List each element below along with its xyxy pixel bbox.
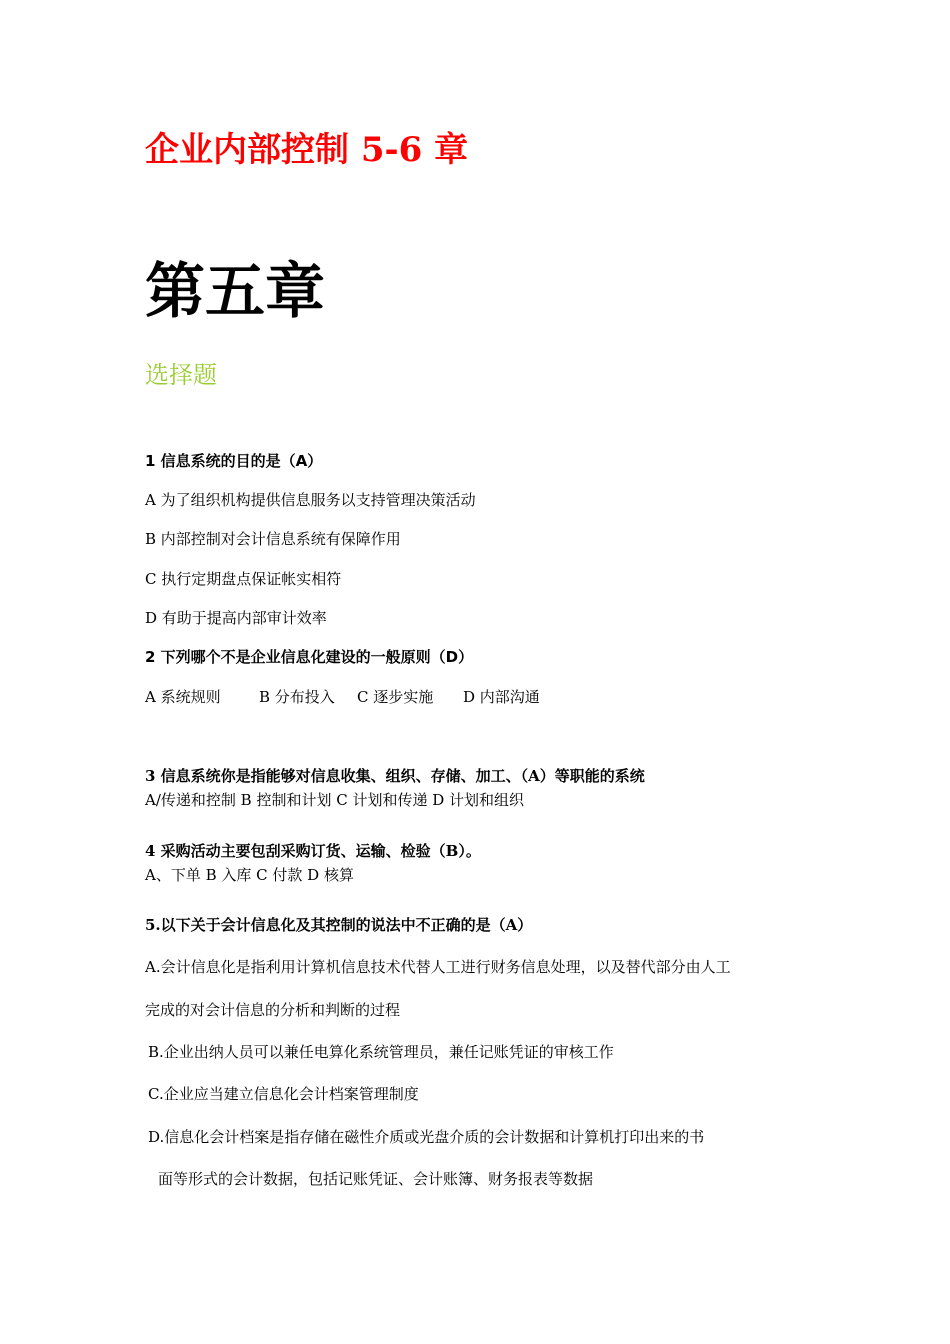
question-1-option-a: A 为了组织机构提供信息服务以支持管理决策活动 <box>145 491 476 509</box>
question-2-option-d: D 内部沟通 <box>463 688 540 706</box>
question-1-option-b: B 内部控制对会计信息系统有保障作用 <box>145 530 401 548</box>
question-2-option-b: B 分布投入 <box>259 688 335 706</box>
question-1-stem: 1 信息系统的目的是（A） <box>145 452 323 470</box>
question-5-stem: 5.以下关于会计信息化及其控制的说法中不正确的是（A） <box>145 916 533 934</box>
section-heading: 选择题 <box>145 361 217 389</box>
question-5-option-a-line-1: A.会计信息化是指利用计算机信息技术代替人工进行财务信息处理，以及替代部分由人工 <box>145 958 731 976</box>
question-1-option-d: D 有助于提高内部审计效率 <box>145 609 327 627</box>
question-3-stem: 3 信息系统你是指能够对信息收集、组织、存储、加工、（A）等职能的系统 <box>145 767 645 785</box>
question-5-option-d-line-1: D.信息化会计档案是指存储在磁性介质或光盘介质的会计数据和计算机打印出来的书 <box>148 1128 705 1146</box>
question-2-option-c: C 逐步实施 <box>357 688 434 706</box>
question-5-option-d-line-2: 面等形式的会计数据，包括记账凭证、会计账簿、财务报表等数据 <box>158 1170 594 1188</box>
question-5-option-b: B.企业出纳人员可以兼任电算化系统管理员，兼任记账凭证的审核工作 <box>148 1043 614 1061</box>
question-3-options: A/传递和控制 B 控制和计划 C 计划和传递 D 计划和组织 <box>145 791 525 809</box>
question-4-stem: 4 采购活动主要包刮采购订货、运输、检验（B）。 <box>145 842 481 860</box>
question-4-options: A、下单 B 入库 C 付款 D 核算 <box>145 866 354 884</box>
question-5-option-c: C.企业应当建立信息化会计档案管理制度 <box>148 1085 419 1103</box>
question-2-options <box>145 686 540 708</box>
question-1-option-c: C 执行定期盘点保证帐实相符 <box>145 570 342 588</box>
question-5-option-a-line-2: 完成的对会计信息的分析和判断的过程 <box>145 1001 401 1019</box>
question-2-stem: 2 下列哪个不是企业信息化建设的一般原则（D） <box>145 648 474 666</box>
chapter-heading: 第五章 <box>145 257 325 327</box>
question-2-option-a: A 系统规则 <box>145 688 221 706</box>
document-title: 企业内部控制 5-6 章 <box>145 130 469 170</box>
